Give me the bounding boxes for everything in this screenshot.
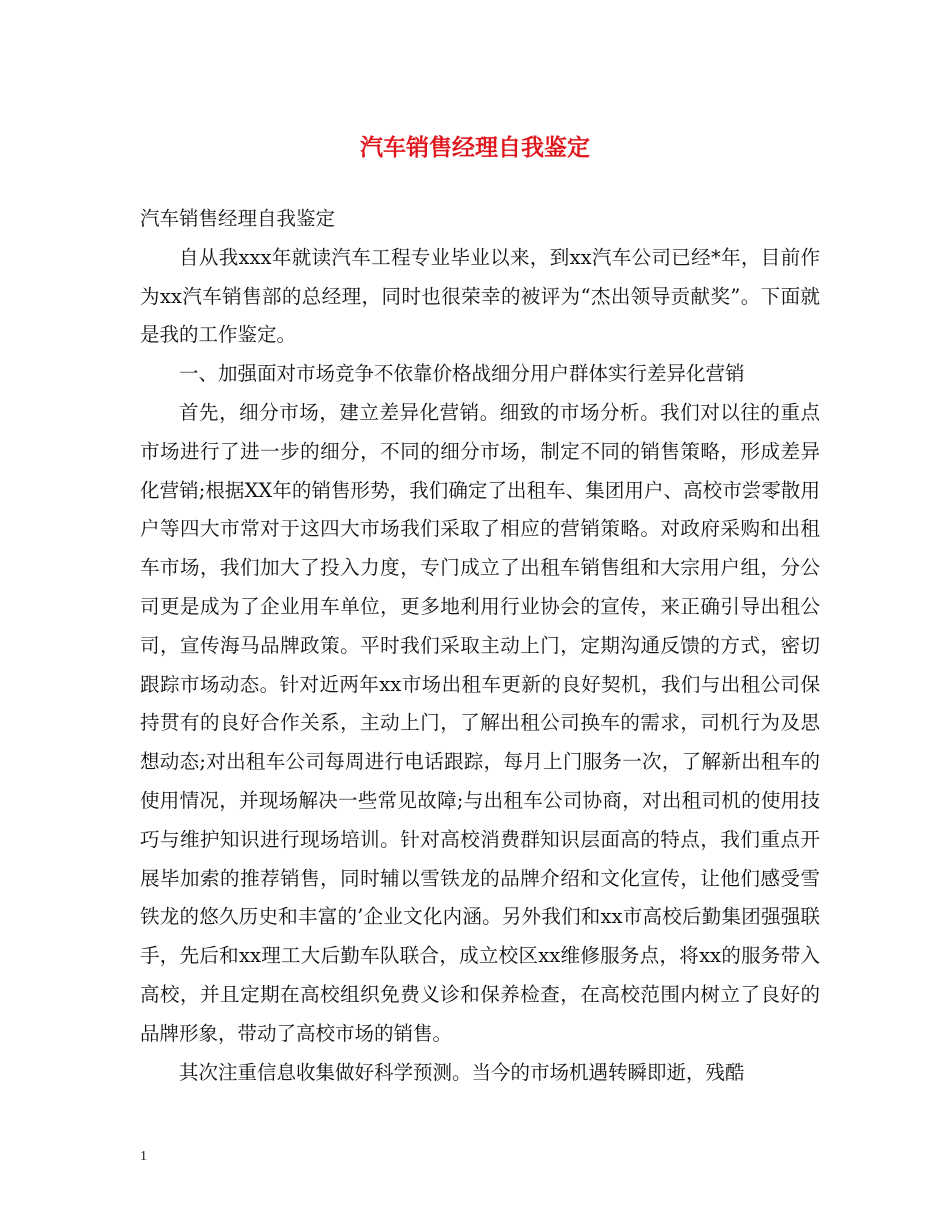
- paragraph-section-one-heading: 一、加强面对市场竞争不依靠价格战细分用户群体实行差异化营销: [179, 362, 745, 386]
- document-body: [140, 200, 820, 1092]
- paragraph-first-point: 首先，细分市场，建立差异化营销。细致的市场分析。我们对以往的重点市场进行了进一步的细分，不同的细分市场，制定不同的销售策略，形成差异化营销;根据XX年的销售形势，我们确定了出租车、集团用户、高校市尝零散用户等四大市常对于这四大市场我们采取了相应的营销策略。对政府采购和出租车市场，我们加大了投入力度，专门成立了出租车销售组和大宗用户组，分公司更是成为了企业用车单位，更多地利用行业协会的宣传，来正确引导出租公司，宣传海马品牌政策。平时我们采取主动上门，定期沟通反馈的方式，密切跟踪市场动态。针对近两年xx市场出租车更新的良好契机，我们与出租公司保持贯有的良好合作关系，主动上门，了解出租公司换车的需求，司机行为及思想动态;对出租车公司每周进行电话跟踪，每月上门服务一次，了解新出租车的使用情况，并现场解决一些常见故障;与出租车公司协商，对出租司机的使用技巧与维护知识进行现场培训。针对高校消费群知识层面高的特点，我们重点开展毕加索的推荐销售，同时辅以雪铁龙的品牌介绍和文化宣传，让他们感受雪铁龙的悠久历史和丰富的’企业文化内涵。另外我们和xx市高校后勤集团强强联手，先后和xx理工大后勤车队联合，成立校区xx维修服务点，将xx的服务带入高校，并且定期在高校组织免费义诊和保养检查，在高校范围内树立了良好的品牌形象，带动了高校市场的销售。: [140, 400, 820, 1045]
- paragraph-heading: 汽车销售经理自我鉴定: [140, 207, 336, 230]
- paragraph-intro: 自从我xxx年就读汽车工程专业毕业以来，到xx汽车公司已经*年，目前作为xx汽车销售部的总经理，同时也很荣幸的被评为“杰出领导贡献奖”。下面就是我的工作鉴定。: [140, 245, 820, 347]
- paragraph-second-point: 其次注重信息收集做好科学预测。当今的市场机遇转瞬即逝，残酷: [179, 1060, 745, 1084]
- document-title: 汽车销售经理自我鉴定: [360, 134, 590, 161]
- page-number: 1: [140, 1149, 147, 1164]
